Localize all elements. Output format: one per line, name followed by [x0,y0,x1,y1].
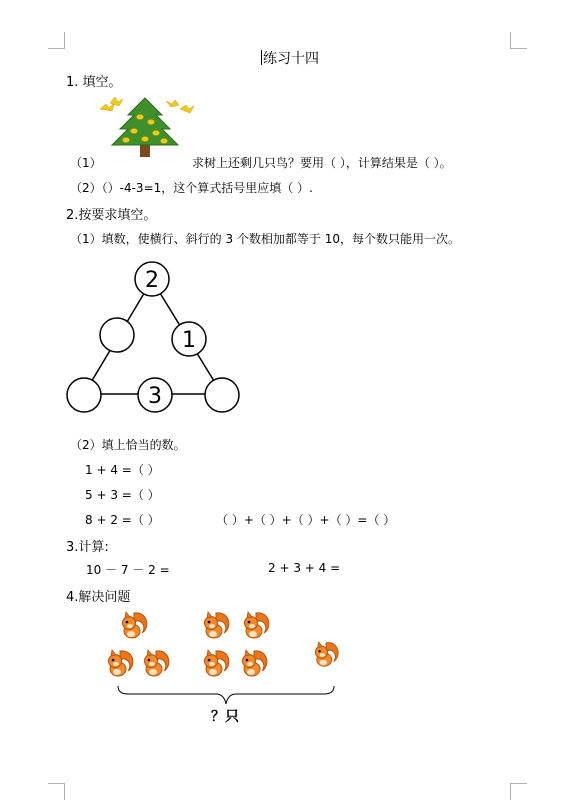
corner-mark-bottom-right [510,783,527,800]
squirrel-icon [106,648,138,680]
triangle-top-number: 2 [145,268,159,293]
question-1-2-text: （2）（）-4-3=1，这个算式括号里应填（ ）. [70,181,313,195]
circle-left-mid [100,318,134,352]
triangle-bottom-mid-number: 3 [148,384,162,409]
answer-question-label: ？只 [211,709,239,725]
question-2-2-text: （2）填上恰当的数。 [70,438,186,452]
calculation-2: 2 + 3 + 4 = [268,561,341,575]
section-2-heading: 2.按要求填空。 [66,208,157,223]
question-2-1-text: （1）填数，使横行、斜行的 3 个数相加都等于 10，每个数只能用一次。 [70,232,460,246]
squirrel-icon [202,610,234,642]
section-4-heading: 4.解决问题 [66,590,131,605]
equation-1: 1 + 4 =（ ） [85,463,160,477]
equation-4: （ ）+（ ）+（ ）+（ ）=（ ） [216,513,396,527]
corner-mark-top-right [510,32,527,49]
squirrel-icon [120,610,152,642]
squirrel-icon [240,648,272,680]
section-3-heading: 3.计算: [66,540,109,555]
triangle-right-mid-number: 1 [182,328,196,353]
calculation-1: 10 － 7 － 2 = [86,563,170,577]
corner-mark-top-left [48,32,65,49]
corner-mark-bottom-left [48,783,65,800]
equation-3: 8 + 2 =（ ） [85,513,160,527]
page-title: 练习十四 [263,51,319,67]
circle-bottom-right [205,378,239,412]
tree-with-birds-icon [96,95,196,159]
question-1-1-prefix: （1） [70,156,102,170]
squirrel-icon [242,610,274,642]
equation-2: 5 + 3 =（ ） [85,488,160,502]
squirrel-icon [313,640,343,670]
question-1-1-text: 求树上还剩几只鸟？要用（ ），计算结果是（ ）。 [192,156,452,170]
text-cursor [261,50,262,65]
circle-bottom-left [67,378,101,412]
squirrel-icon [142,648,174,680]
section-1-heading: 1. 填空。 [66,75,122,90]
squirrel-icon [202,648,234,680]
curly-brace [116,684,336,708]
number-triangle [60,258,250,418]
